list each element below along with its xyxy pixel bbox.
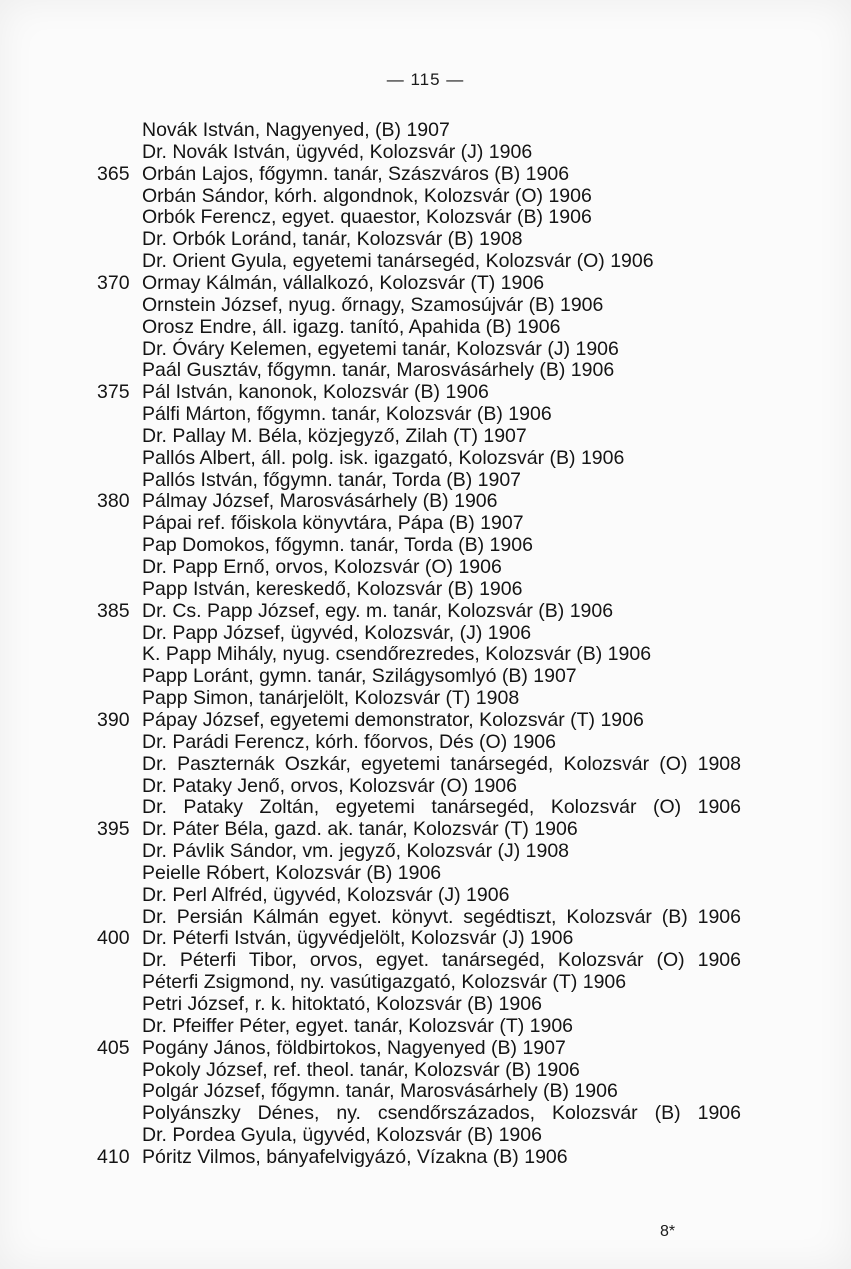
list-item [0, 118, 851, 142]
list-item [0, 446, 851, 470]
entry-text: Pallós Albert, áll. polg. isk. igazgató, Kolozsvár (B) 1906 [142, 446, 625, 469]
entry-text: Polgár József, főgymn. tanár, Marosvásárhely (B) 1906 [142, 1080, 618, 1103]
entry-text: Pallós István, főgymn. tanár, Torda (B) 1907 [142, 468, 522, 491]
entry-text: Petri József, r. k. hitoktató, Kolozsvár (B) 1906 [142, 993, 542, 1015]
list-item [0, 424, 851, 448]
entry-text: Papp Simon, tanárjelölt, Kolozsvár (T) 1908 [142, 687, 520, 710]
list-item [0, 468, 851, 492]
member-list [0, 118, 851, 1198]
list-item [0, 621, 851, 645]
entry-text: Dr. Pordea Gyula, ügyvéd, Kolozsvár (B) 1906 [142, 1124, 542, 1147]
page-number: — 115 — [386, 70, 465, 89]
entry-number: 365 [97, 162, 130, 185]
entry-text: Ormay Kálmán, vállalkozó, Kolozsvár (T) 1906 [142, 271, 545, 294]
list-item [0, 315, 851, 339]
list-item [0, 271, 851, 295]
entry-text: Dr. Óváry Kelemen, egyetemi tanár, Kolozsvár (J) 1906 [142, 337, 619, 360]
list-item [0, 184, 851, 208]
entry-text: Póritz Vilmos, bányafelvigyázó, Vízakna (B) 1906 [142, 1145, 568, 1168]
list-item [0, 205, 851, 229]
list-item [0, 140, 851, 164]
entry-number: 370 [97, 271, 130, 294]
list-item [0, 249, 851, 273]
list-item [0, 883, 851, 907]
list-item [0, 533, 851, 557]
entry-text: Dr. Pfeiffer Péter, egyet. tanár, Kolozsvár (T) 1906 [142, 1014, 574, 1037]
entry-text: K. Papp Mihály, nyug. csendőrezredes, Kolozsvár (B) 1906 [142, 643, 652, 666]
entry-text: Papp István, kereskedő, Kolozsvár (B) 1906 [142, 577, 523, 600]
list-item [0, 511, 851, 535]
list-item [0, 227, 851, 251]
list-item [0, 402, 851, 426]
list-item [0, 686, 851, 710]
entry-text: Dr. Péterfi Tibor, orvos, egyet. tanársegéd, Kolozsvár (O) 1906 [142, 949, 741, 972]
entry-text: Pogány János, földbirtokos, Nagyenyed (B) 1907 [142, 1036, 566, 1059]
list-item [0, 642, 851, 666]
entry-number: 400 [97, 927, 130, 950]
entry-text: Orbán Lajos, főgymn. tanár, Szászváros (B) 1906 [142, 162, 570, 185]
entry-text: Orbán Sándor, kórh. algondnok, Kolozsvár (O) 1906 [142, 184, 592, 207]
entry-text: Dr. Orbók Loránd, tanár, Kolozsvár (B) 1908 [142, 228, 523, 251]
list-item [0, 337, 851, 361]
entry-text: Pál István, kanonok, Kolozsvár (B) 1906 [142, 381, 489, 404]
entry-number: 380 [97, 490, 130, 513]
entry-text: Pápay József, egyetemi demonstrator, Kolozsvár (T) 1906 [142, 708, 644, 731]
entry-text: Polyánszky Dénes, ny. csendőrszázados, Kolozsvár (B) 1906 [142, 1102, 741, 1125]
entry-number: 375 [97, 381, 130, 404]
list-item [0, 948, 851, 972]
entry-text: Dr. Pallay M. Béla, közjegyző, Zilah (T) 1907 [142, 424, 527, 447]
entry-text: Dr. Cs. Papp József, egy. m. tanár, Kolozsvár (B) 1906 [142, 599, 614, 622]
entry-text: Dr. Novák István, ügyvéd, Kolozsvár (J) 1906 [142, 140, 533, 163]
list-item [0, 1101, 851, 1125]
entry-text: Pap Domokos, főgymn. tanár, Torda (B) 1906 [142, 534, 533, 557]
list-item [0, 1145, 851, 1169]
list-item [0, 1036, 851, 1060]
entry-text: Paál Gusztáv, főgymn. tanár, Marosvásárhely (B) 1906 [142, 359, 615, 382]
entry-text: Dr. Pávlik Sándor, vm. jegyző, Kolozsvár (J) 1908 [142, 840, 570, 863]
list-item [0, 795, 851, 819]
entry-text: Dr. Parádi Ferencz, kórh. főorvos, Dés (O) 1906 [142, 730, 556, 753]
entry-text: Peielle Róbert, Kolozsvár (B) 1906 [142, 861, 442, 884]
entry-text: Dr. Péterfi István, ügyvédjelölt, Kolozsvár (J) 1906 [142, 927, 574, 950]
list-item [0, 664, 851, 688]
list-item [0, 708, 851, 732]
signature-mark: 8* [660, 1223, 676, 1240]
entry-text: Novák István, Nagyenyed, (B) 1907 [142, 119, 450, 141]
list-item [0, 358, 851, 382]
list-item [0, 970, 851, 994]
entry-text: Pálmay József, Marosvásárhely (B) 1906 [142, 490, 498, 513]
entry-text: Ornstein József, nyug. őrnagy, Szamosújvár (B) 1906 [142, 293, 604, 316]
entry-number: 410 [97, 1145, 130, 1168]
list-item [0, 1014, 851, 1038]
list-item [0, 774, 851, 798]
entry-number: 390 [97, 708, 130, 731]
entry-text: Péterfi Zsigmond, ny. vasútigazgató, Kolozsvár (T) 1906 [142, 971, 627, 994]
entry-number: 405 [97, 1036, 130, 1059]
list-item [0, 489, 851, 513]
entry-text: Orbók Ferencz, egyet. quaestor, Kolozsvár (B) 1906 [142, 206, 592, 229]
list-item [0, 293, 851, 317]
entry-text: Dr. Papp Ernő, orvos, Kolozsvár (O) 1906 [142, 556, 502, 578]
list-item [0, 599, 851, 623]
list-item [0, 577, 851, 601]
list-item [0, 1123, 851, 1147]
entry-text: Pálfi Márton, főgymn. tanár, Kolozsvár (B) 1906 [142, 403, 552, 426]
list-item [0, 926, 851, 950]
list-item [0, 905, 851, 929]
entry-number: 395 [97, 818, 130, 841]
list-item [0, 752, 851, 776]
entry-text: Dr. Páter Béla, gazd. ak. tanár, Kolozsvár (T) 1906 [142, 818, 578, 841]
entry-text: Dr. Pataky Jenő, orvos, Kolozsvár (O) 1906 [142, 774, 517, 797]
entry-text: Orosz Endre, áll. igazg. tanító, Apahida (B) 1906 [142, 315, 561, 338]
list-item [0, 380, 851, 404]
entry-text: Dr. Orient Gyula, egyetemi tanársegéd, Kolozsvár (O) 1906 [142, 250, 654, 273]
entry-text: Pokoly József, ref. theol. tanár, Kolozsvár (B) 1906 [142, 1058, 580, 1081]
list-item [0, 1058, 851, 1082]
entry-text: Dr. Persián Kálmán egyet. könyvt. segédtiszt, Kolozsvár (B) 1906 [142, 905, 741, 928]
list-item [0, 839, 851, 863]
entry-text: Papp Loránt, gymn. tanár, Szilágysomlyó (B) 1907 [142, 665, 577, 688]
entry-text: Dr. Pataky Zoltán, egyetemi tanársegéd, Kolozsvár (O) 1906 [142, 796, 741, 819]
entry-text: Dr. Paszternák Oszkár, egyetemi tanársegéd, Kolozsvár (O) 1908 [142, 752, 741, 775]
list-item [0, 555, 851, 579]
list-item [0, 1079, 851, 1103]
entry-text: Dr. Papp József, ügyvéd, Kolozsvár, (J) 1906 [142, 621, 532, 644]
entry-number: 385 [97, 599, 130, 622]
list-item [0, 817, 851, 841]
list-item [0, 162, 851, 186]
list-item [0, 861, 851, 885]
entry-text: Pápai ref. főiskola könyvtára, Pápa (B) 1907 [142, 512, 524, 535]
list-item [0, 730, 851, 754]
list-item [0, 992, 851, 1016]
entry-text: Dr. Perl Alfréd, ügyvéd, Kolozsvár (J) 1906 [142, 883, 510, 906]
